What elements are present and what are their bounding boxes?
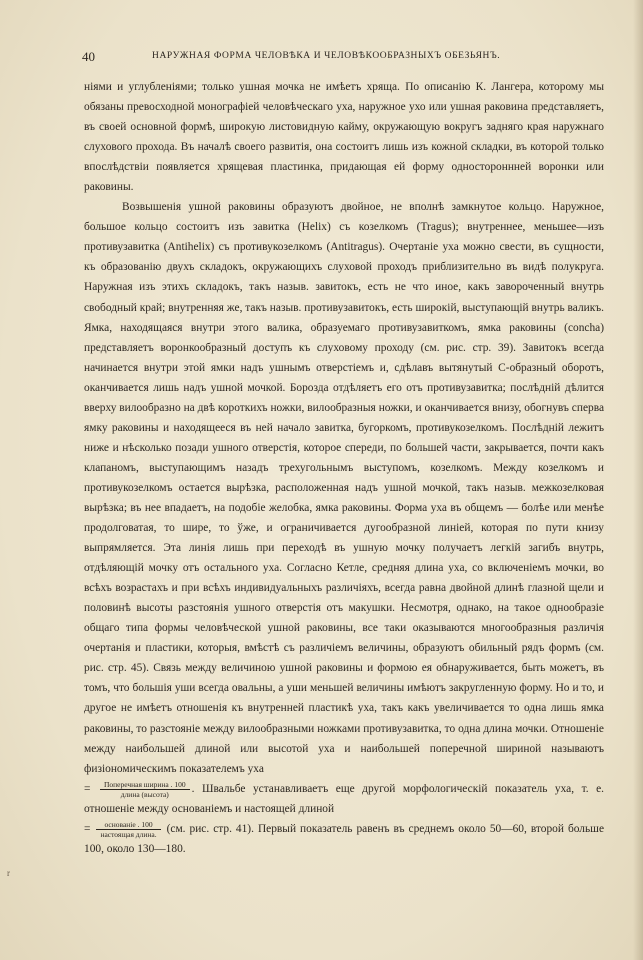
running-header <box>82 49 562 65</box>
formula-1-equals: = <box>84 782 91 795</box>
running-title: НАРУЖНАЯ ФОРМА ЧЕЛОВѢКА И ЧЕЛОВѢКООБРАЗНЫХЪ ОБЕЗЬЯНЪ. <box>152 51 501 61</box>
formula-1-text: . Швальбе устанавливаетъ еще другой морфологическій показатель уха, т. е. отношеніе между основаніемъ и настоящей длиной <box>84 782 604 815</box>
formula-paragraph-1 <box>84 779 604 819</box>
page-number: 40 <box>82 49 95 64</box>
formula-2-denominator: настоящая длина. <box>100 829 157 839</box>
formula-1-numerator: Поперечная ширина . 100 <box>100 780 190 790</box>
paragraph-2: Возвышенія ушной раковины образуютъ двойное, не вполнѣ замкнутое кольцо. Наружное, большое кольцо состоитъ изъ завитка (Helix) съ козелкомъ (Tragus); внутреннее, меньшее—изъ противузавитка (Antihelix) съ противукозелкомъ (Antitragus). Очертаніе уха можно свести, въ сущности, къ образованію двухъ складокъ, окружающихъ слуховой проходъ приблизительно въ видѣ полукруга. Наружная изъ этихъ складокъ, такъ назыв. завитокъ, есть не что иное, какъ завороченный внутрь свободный край; внутренняя же, такъ назыв. противузавитокъ, есть широкій, выступающій внутрь валикъ. Ямка, находящаяся внутри этого валика, образуемаго противузавиткомъ, ямка раковины (concha) представляетъ воронкообразный доступъ къ слуховому проходу (см. рис. стр. 39). Завитокъ всегда начинается внутри этой ямки надъ ушнымъ отверстіемъ и, сдѣлавъ вытянутый С-образный оборотъ, оканчивается лишь надъ ушной мочкой. Борозда отдѣляетъ его отъ противузавитка; послѣдній дѣлится вверху вилообразно на двѣ короткихъ ножки, вилообразныя ножки, и оканчивается внизу, обогнувъ сперва ямку раковины и находящееся въ ней начало завитка, бугоркомъ, противукозелкомъ. Послѣдній лежитъ ниже и нѣсколько позади ушного отверстія, которое спереди, по большей части, закрывается, почти какъ клапаномъ, выступающимъ назадъ трехугольнымъ выступомъ, козелкомъ. Между козелкомъ и противукозелкомъ остается вырѣзка, расположенная надъ ушной мочкой, такъ назыв. межкозелковая вырѣзка; въ нее впадаетъ, на подобіе желобка, ямка раковины. Форма уха въ общемъ — болѣе или менѣе продолговатая, то шире, то ўже, и ограничивается дугообразной линіей, которая по пути книзу выпрямляется. Эта линія лишь при переходѣ въ ушную мочку получаетъ легкій загибъ внутрь, отдѣляющій мочку отъ остального уха. Согласно Кетле, средняя длина уха, со включеніемъ мочки, во всѣхъ возрастахъ и при всѣхъ индивидуальныхъ различіяхъ, всегда равна двойной длинѣ глазной щели и половинѣ высоты разстоянія ушного отверстія отъ макушки. Несмотря, однако, на такое однообразіе общаго типа формы человѣческой ушной раковины, все таки оказываются многообразныя различія очертанія и пластики, которыя, вмѣстѣ съ различіемъ величины, образуютъ обильный рядъ формъ (см. рис. стр. 45). Связь между величиною ушной раковины и формою ея обнаруживается, быть можетъ, въ томъ, что большія уши всегда овальны, а уши меньшей величины имѣютъ закругленную форму. Но и то, и другое не имѣетъ отношенія къ внутренней пластикѣ уха, такъ какъ увеличивается то одна лишь ямка раковины, то разстояніе между вилообразными ножками противузавитка, то одна длина мочки. Отношеніе между наибольшей длиной или высотой уха и наибольшей поперечной шириной называютъ физіономическимъ показателемъ уха <box>84 201 604 775</box>
body-text <box>84 77 604 859</box>
formula-paragraph-2 <box>84 819 604 859</box>
paragraph-1: ніями и углубленіями; только ушная мочка не имѣетъ хряща. По описанію К. Лангера, которому мы обязаны превосходной монографіей человѣческаго уха, наружное ухо или ушная раковина представляетъ, въ своей основной формѣ, широкую листовидную кайму, окружающую вокругъ задняго края наружнаго слухового прохода. Въ началѣ своего развитія, она состоитъ лишь изъ кожной складки, въ которой только впослѣдствіи появляется хрящевая пластинка, придающая ей форму одностороннней воронки или раковины. <box>84 81 604 194</box>
formula-1-denominator: длина (высота) <box>120 789 169 799</box>
formula-1-fraction <box>100 780 190 799</box>
margin-mark: r <box>7 868 10 878</box>
formula-2-fraction <box>96 820 160 839</box>
formula-2-text: (см. рис. стр. 41). Первый показатель равенъ въ среднемъ около 50—60, второй больше 100, около 130—180. <box>84 822 604 855</box>
formula-2-numerator: основаніе . 100 <box>96 820 160 830</box>
formula-2-equals: = <box>84 822 91 835</box>
page-spine-shadow <box>633 0 643 960</box>
